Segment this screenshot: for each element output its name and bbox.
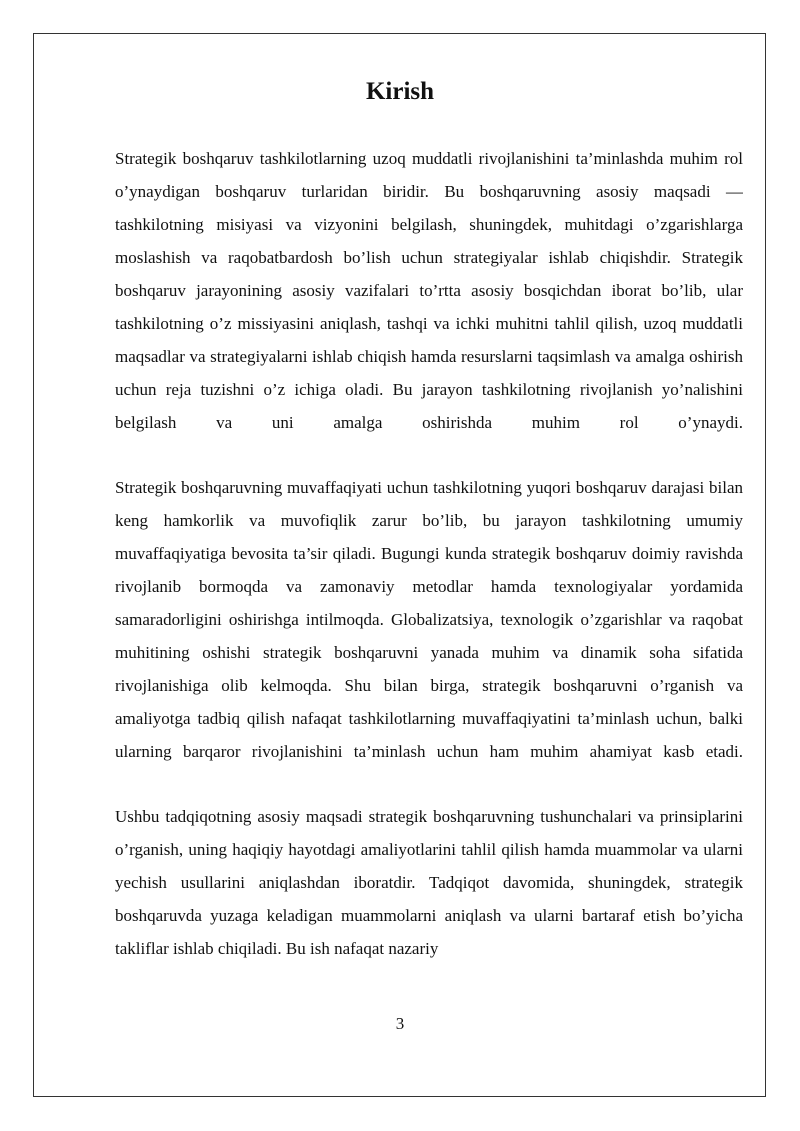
paragraph-3: Ushbu tadqiqotning asosiy maqsadi strategik boshqaruvning tushunchalari va prinsiplarini o’rganish, uning haqiqiy hayotdagi amaliyotlarini tahlil qilish hamda muammolar va ularni yechish usullarini aniqlashdan iboratdir. Tadqiqot davomida, shuningdek, strategik boshqaruvda yuzaga keladigan muammolarni aniqlash va ularni bartaraf etish bo’yicha takliflar ishlab chiqiladi. Bu ish nafaqat nazariy (115, 807, 743, 958)
document-body (115, 142, 743, 1012)
paragraph-1: Strategik boshqaruv tashkilotlarning uzoq muddatli rivojlanishini ta’minlashda muhim rol o’ynaydigan boshqaruv turlaridan biridir. Bu boshqaruvning asosiy maqsadi — tashkilotning misiyasi va vizyonini belgilash, shuningdek, muhitdagi o’zgarishlarga moslashish va raqobatbardosh bo’lish uchun strategiyalar ishlab chiqishdir. Strategik boshqaruv jarayonining asosiy vazifalari to’rtta asosiy bosqichdan iborat bo’lib, ular tashkilotning o’z missiyasini aniqlash, tashqi va ichki muhitni tahlil qilish, uzoq muddatli maqsadlar va strategiyalarni ishlab chiqish hamda resurslarni taqsimlash va amalga oshirish uchun reja tuzishni o’z ichiga oladi. Bu jarayon tashkilotning rivojlanish yo’nalishini belgilash va uni amalga oshirishda muhim rol o’ynaydi. (115, 149, 743, 432)
page-title: Kirish (365, 78, 435, 105)
paragraph-spacer (115, 439, 743, 471)
page-number: 3 (395, 1014, 405, 1033)
paragraph-2: Strategik boshqaruvning muvaffaqiyati uchun tashkilotning yuqori boshqaruv darajasi bilan keng hamkorlik va muvofiqlik zarur bo’lib, bu jarayon tashkilotning umumiy muvaffaqiyatiga bevosita ta’sir qiladi. Bugungi kunda strategik boshqaruv doimiy ravishda rivojlanib bormoqda va zamonaviy metodlar hamda texnologiyalar yordamida samaradorligini oshirishga intilmoqda. Globalizatsiya, texnologik o’zgarishlar va raqobat muhitining oshishi strategik boshqaruvni yanada muhim va dinamik soha sifatida rivojlanishiga olib kelmoqda. Shu bilan birga, strategik boshqaruvni o’rganish va amaliyotga tadbiq qilish nafaqat tashkilotlarning muvaffaqiyatini ta’minlash uchun, balki ularning barqaror rivojlanishini ta’minlash uchun ham muhim ahamiyat kasb etadi. (115, 478, 743, 761)
paragraph-spacer (115, 768, 743, 800)
